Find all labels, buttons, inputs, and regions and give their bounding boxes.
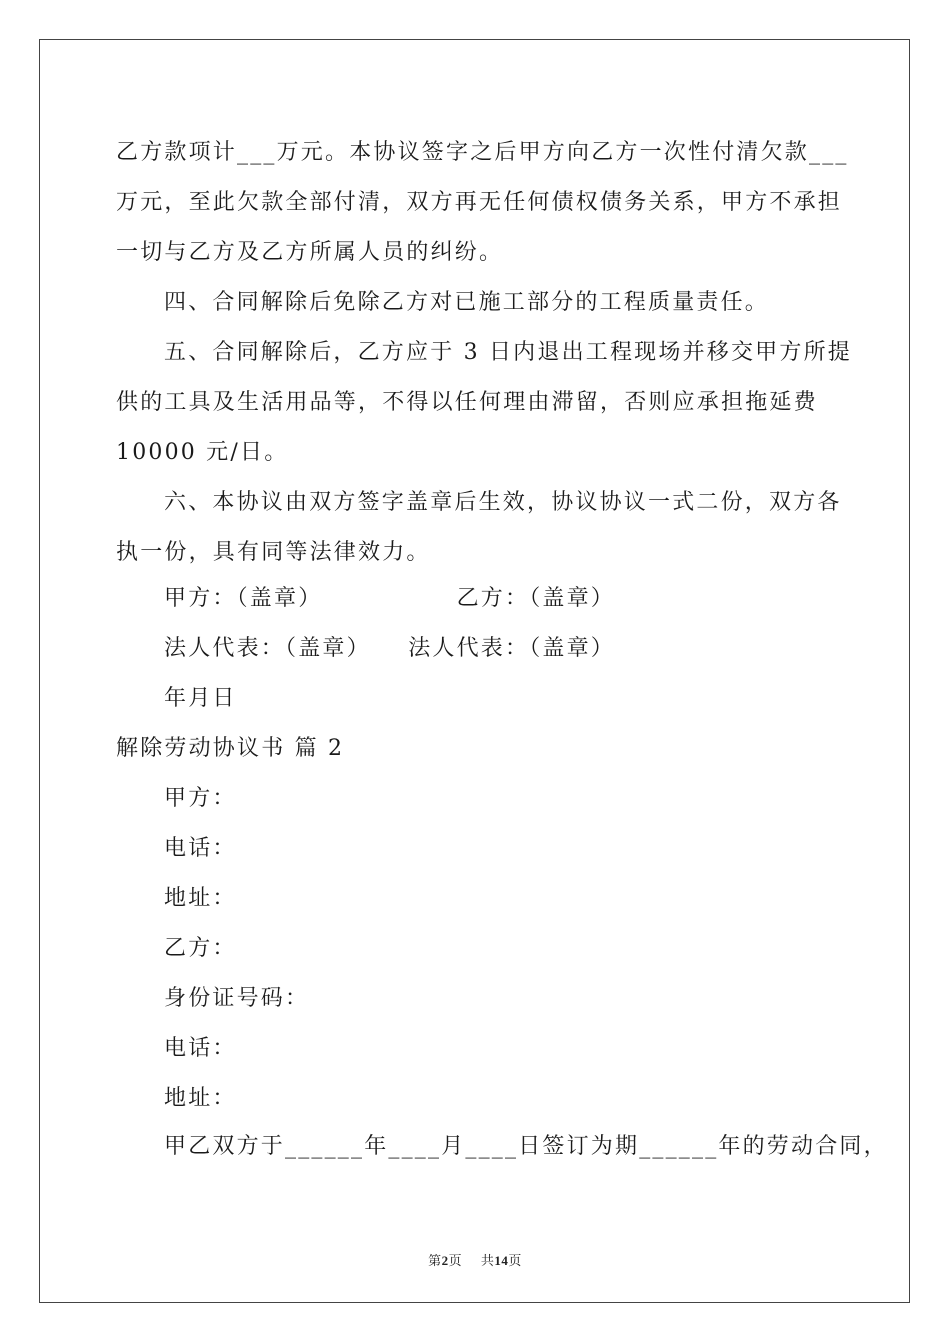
party-a-label: 甲方： xyxy=(164,786,237,811)
paragraph-line: 六、本协议由双方签字盖章后生效，协议协议一式二份，双方各 xyxy=(164,490,842,515)
section-heading: 解除劳动协议书 篇 2 xyxy=(116,736,345,761)
address-label: 地址： xyxy=(164,1086,237,1111)
phone-label: 电话： xyxy=(164,1036,237,1061)
total-prefix: 共 xyxy=(480,1253,495,1268)
page-footer xyxy=(0,1250,950,1269)
paragraph-line: 10000 元/日。 xyxy=(116,440,289,465)
paragraph-line: 万元，至此欠款全部付清，双方再无任何债权债务关系，甲方不承担 xyxy=(116,190,843,215)
total-unit: 页 xyxy=(508,1253,522,1268)
address-label: 地址： xyxy=(164,886,237,911)
date-line: 年月日 xyxy=(164,686,237,711)
paragraph-line: 五、合同解除后，乙方应于 3 日内退出工程现场并移交甲方所提 xyxy=(164,340,852,365)
page-prefix: 第 xyxy=(428,1253,442,1268)
id-number-label: 身份证号码： xyxy=(164,986,310,1011)
signature-line: 法人代表：（盖章） 法人代表：（盖章） xyxy=(164,636,616,661)
party-b-label: 乙方： xyxy=(164,936,237,961)
page-unit: 页 xyxy=(448,1253,463,1268)
paragraph-line: 供的工具及生活用品等，不得以任何理由滞留，否则应承担拖延费 xyxy=(116,390,818,415)
paragraph-line: 甲乙双方于______年____月____日签订为期______年的劳动合同， xyxy=(164,1134,888,1159)
page-number: 2 xyxy=(441,1253,449,1268)
paragraph-line: 执一份，具有同等法律效力。 xyxy=(116,540,431,565)
paragraph-line: 四、合同解除后免除乙方对已施工部分的工程质量责任。 xyxy=(164,290,770,315)
paragraph-line: 乙方款项计___万元。本协议签字之后甲方向乙方一次性付清欠款___ xyxy=(116,140,849,165)
total-pages: 14 xyxy=(494,1253,509,1268)
phone-label: 电话： xyxy=(164,836,237,861)
page-border xyxy=(39,39,910,1303)
signature-line: 甲方：（盖章） 乙方：（盖章） xyxy=(164,586,616,611)
paragraph-line: 一切与乙方及乙方所属人员的纠纷。 xyxy=(116,240,504,265)
